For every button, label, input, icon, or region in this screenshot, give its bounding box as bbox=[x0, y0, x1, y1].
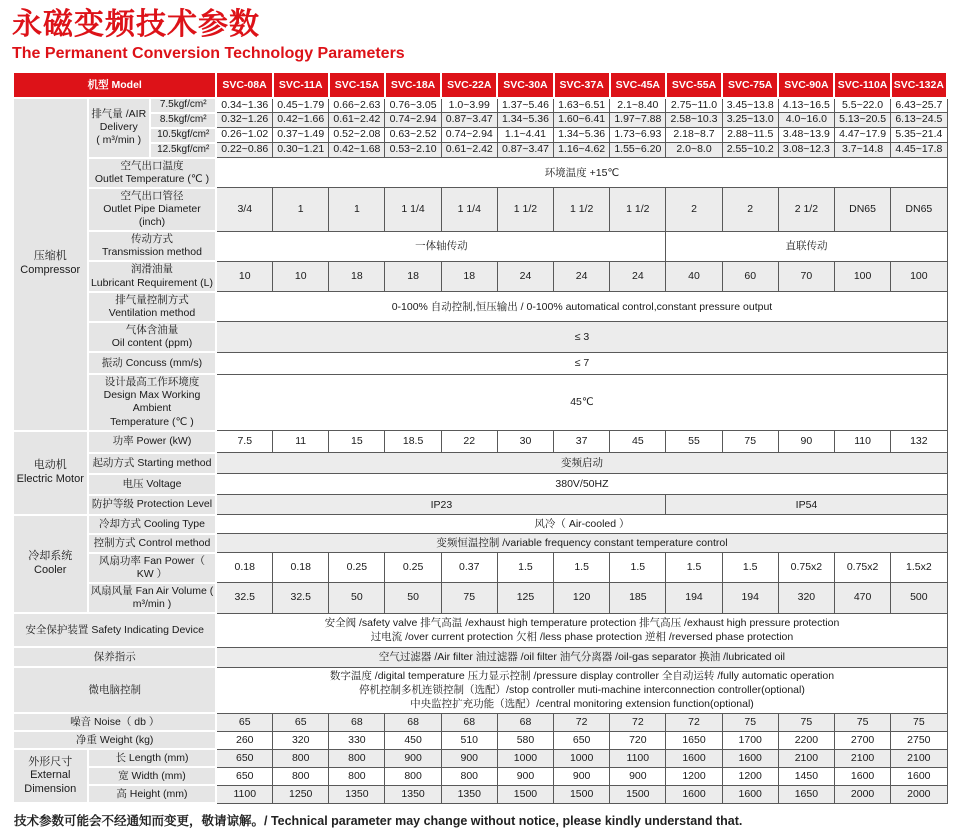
value-cell: 37 bbox=[554, 431, 610, 453]
value-cell: 72 bbox=[554, 713, 610, 731]
label-outlet-temperature: 空气出口温度 Outlet Temperature (℃ ) bbox=[88, 158, 217, 188]
row-control-method bbox=[13, 534, 947, 553]
value-cell: 1450 bbox=[778, 767, 834, 785]
row-ventilation-method bbox=[13, 292, 947, 322]
row-noise bbox=[13, 713, 947, 731]
value-cell: 320 bbox=[273, 731, 329, 749]
value-control-method: 变频恒温控制 /variable frequency constant temperature control bbox=[216, 534, 947, 553]
value-cell: 32.5 bbox=[273, 583, 329, 613]
value-cell: 1250 bbox=[273, 785, 329, 803]
value-cell: 2.88~11.5 bbox=[722, 128, 778, 143]
value-cell: 2.0~8.0 bbox=[666, 143, 722, 158]
value-cell: 185 bbox=[610, 583, 666, 613]
value-oil-content: ≤ 3 bbox=[216, 322, 947, 352]
value-cell: 1600 bbox=[891, 767, 947, 785]
value-cell: 6.43~25.7 bbox=[891, 98, 947, 113]
label-outlet-pipe-diameter: 空气出口管径 Outlet Pipe Diameter (inch) bbox=[88, 188, 217, 231]
value-cell: 75 bbox=[891, 713, 947, 731]
value-cell: 330 bbox=[329, 731, 385, 749]
value-cell: 2.18~8.7 bbox=[666, 128, 722, 143]
label-air-delivery: 排气量 /AIR Delivery ( m³/min ) bbox=[88, 98, 150, 158]
value-cell: 0.74~2.94 bbox=[385, 113, 441, 128]
value-cell: 40 bbox=[666, 261, 722, 291]
value-cell: 0.87~3.47 bbox=[497, 143, 553, 158]
value-cell: 3.08~12.3 bbox=[778, 143, 834, 158]
value-cell: 650 bbox=[216, 749, 272, 767]
value-cell: 1350 bbox=[329, 785, 385, 803]
model-column-header: SVC-110A bbox=[834, 72, 890, 98]
model-header: 机型 Model bbox=[13, 72, 216, 98]
model-column-header: SVC-75A bbox=[722, 72, 778, 98]
value-protection-ip23: IP23 bbox=[216, 495, 666, 515]
value-cell: 0.75x2 bbox=[834, 553, 890, 583]
row-dimension-height bbox=[13, 785, 947, 803]
page-subtitle: The Permanent Conversion Technology Parameters bbox=[12, 44, 405, 62]
value-cell: 32.5 bbox=[216, 583, 272, 613]
value-cell: 1000 bbox=[497, 749, 553, 767]
value-cell: 18 bbox=[329, 261, 385, 291]
value-cell: 450 bbox=[385, 731, 441, 749]
model-column-header: SVC-11A bbox=[273, 72, 329, 98]
value-cell: 194 bbox=[666, 583, 722, 613]
value-cell: 1600 bbox=[722, 749, 778, 767]
value-cell: 0.76~3.05 bbox=[385, 98, 441, 113]
value-cell: 6.13~24.5 bbox=[891, 113, 947, 128]
value-design-max-temperature: 45℃ bbox=[216, 374, 947, 431]
sublabel-pressure-7-5: 7.5kgf/cm² bbox=[150, 98, 216, 113]
label-concuss: 振动 Concuss (mm/s) bbox=[88, 352, 217, 374]
row-dimension-width bbox=[13, 767, 947, 785]
value-cell: 55 bbox=[666, 431, 722, 453]
value-cell: 0.18 bbox=[273, 553, 329, 583]
value-cell: 2 bbox=[666, 188, 722, 231]
label-weight: 净重 Weight (kg) bbox=[13, 731, 216, 749]
value-outlet-temperature: 环境温度 +15℃ bbox=[216, 158, 947, 188]
label-height: 高 Height (mm) bbox=[88, 785, 217, 803]
model-column-header: SVC-55A bbox=[666, 72, 722, 98]
value-cell: 72 bbox=[666, 713, 722, 731]
value-cell: 2000 bbox=[891, 785, 947, 803]
row-transmission-method bbox=[13, 231, 947, 261]
value-cell: 800 bbox=[441, 767, 497, 785]
row-lubricant-requirement bbox=[13, 261, 947, 291]
value-cell: 1.55~6.20 bbox=[610, 143, 666, 158]
value-cell: 75 bbox=[778, 713, 834, 731]
value-cell: 18.5 bbox=[385, 431, 441, 453]
value-cell: 1500 bbox=[554, 785, 610, 803]
value-cell: 1100 bbox=[610, 749, 666, 767]
value-cell: 1.5 bbox=[554, 553, 610, 583]
value-cell: 4.13~16.5 bbox=[778, 98, 834, 113]
value-cell: 68 bbox=[329, 713, 385, 731]
value-cell: 1500 bbox=[610, 785, 666, 803]
value-cell: 3.48~13.9 bbox=[778, 128, 834, 143]
row-concuss bbox=[13, 352, 947, 374]
value-cell: 75 bbox=[722, 431, 778, 453]
value-transmission-direct: 直联传动 bbox=[666, 231, 947, 261]
value-cell: 0.37 bbox=[441, 553, 497, 583]
value-cell: 1.5 bbox=[722, 553, 778, 583]
value-concuss: ≤ 7 bbox=[216, 352, 947, 374]
value-cell: 5.35~21.4 bbox=[891, 128, 947, 143]
value-cell: 0.87~3.47 bbox=[441, 113, 497, 128]
row-weight bbox=[13, 731, 947, 749]
value-cell: 500 bbox=[891, 583, 947, 613]
value-cell: 10 bbox=[273, 261, 329, 291]
value-cell: 24 bbox=[497, 261, 553, 291]
value-maintenance-indication: 空气过滤器 /Air filter 油过滤器 /oil filter 油气分离器 /oil-gas separator 换油 /lubricated oil bbox=[216, 647, 947, 667]
row-design-max-ambient-temperature bbox=[13, 374, 947, 431]
value-cell: 1700 bbox=[722, 731, 778, 749]
value-cell: 0.63~2.52 bbox=[385, 128, 441, 143]
footer-note: 技术参数可能会不经通知而变更，敬请谅解。/ Technical parameter may change without notice, please kindly understand that. bbox=[14, 814, 743, 829]
label-fan-air-volume: 风扇风量 Fan Air Volume ( m³/min ) bbox=[88, 583, 217, 613]
row-air-delivery-8-5 bbox=[13, 113, 947, 128]
sublabel-pressure-8-5: 8.5kgf/cm² bbox=[150, 113, 216, 128]
value-cooling-type: 风冷（ Air-cooled ） bbox=[216, 515, 947, 534]
value-cell: 110 bbox=[834, 431, 890, 453]
label-noise: 噪音 Noise（ db ） bbox=[13, 713, 216, 731]
row-fan-power bbox=[13, 553, 947, 583]
label-starting-method: 起动方式 Starting method bbox=[88, 453, 217, 474]
value-cell: 2.55~10.2 bbox=[722, 143, 778, 158]
row-voltage bbox=[13, 474, 947, 495]
value-cell: 2000 bbox=[834, 785, 890, 803]
value-cell: 18 bbox=[385, 261, 441, 291]
row-dimension-length bbox=[13, 749, 947, 767]
value-cell: 0.42~1.66 bbox=[273, 113, 329, 128]
value-cell: 45 bbox=[610, 431, 666, 453]
value-cell: 75 bbox=[441, 583, 497, 613]
row-oil-content bbox=[13, 322, 947, 352]
spec-table bbox=[12, 71, 948, 805]
value-cell: 1650 bbox=[666, 731, 722, 749]
value-cell: 50 bbox=[385, 583, 441, 613]
value-cell: 68 bbox=[441, 713, 497, 731]
group-external-dimension: 外形尺寸 External Dimension bbox=[13, 749, 88, 803]
value-cell: 2750 bbox=[891, 731, 947, 749]
label-maintenance-indication: 保养指示 bbox=[13, 647, 216, 667]
label-transmission-method: 传动方式 Transmission method bbox=[88, 231, 217, 261]
value-cell: 1500 bbox=[497, 785, 553, 803]
value-cell: 1.37~5.46 bbox=[497, 98, 553, 113]
row-fan-air-volume bbox=[13, 583, 947, 613]
sublabel-pressure-10-5: 10.5kgf/cm² bbox=[150, 128, 216, 143]
label-fan-power: 风扇功率 Fan Power（ KW ） bbox=[88, 553, 217, 583]
row-safety-indicating-device bbox=[13, 613, 947, 647]
value-cell: 0.42~1.68 bbox=[329, 143, 385, 158]
value-cell: 1000 bbox=[554, 749, 610, 767]
model-column-header: SVC-15A bbox=[329, 72, 385, 98]
value-cell: 2 bbox=[722, 188, 778, 231]
label-width: 宽 Width (mm) bbox=[88, 767, 217, 785]
value-cell: 0.75x2 bbox=[778, 553, 834, 583]
value-cell: 15 bbox=[329, 431, 385, 453]
value-cell: 1350 bbox=[385, 785, 441, 803]
value-cell: 4.0~16.0 bbox=[778, 113, 834, 128]
value-cell: 1600 bbox=[666, 785, 722, 803]
row-outlet-temperature bbox=[13, 158, 947, 188]
value-cell: 1.97~7.88 bbox=[610, 113, 666, 128]
group-cooler: 冷却系统 Cooler bbox=[13, 515, 88, 614]
value-cell: 320 bbox=[778, 583, 834, 613]
value-cell: DN65 bbox=[834, 188, 890, 231]
value-cell: 900 bbox=[554, 767, 610, 785]
value-cell: 1 1/2 bbox=[610, 188, 666, 231]
value-cell: 4.47~17.9 bbox=[834, 128, 890, 143]
value-cell: 900 bbox=[610, 767, 666, 785]
value-cell: 22 bbox=[441, 431, 497, 453]
value-cell: 1.60~6.41 bbox=[554, 113, 610, 128]
value-cell: 720 bbox=[610, 731, 666, 749]
sublabel-pressure-12-5: 12.5kgf/cm² bbox=[150, 143, 216, 158]
model-column-header: SVC-08A bbox=[216, 72, 272, 98]
model-column-header: SVC-22A bbox=[441, 72, 497, 98]
value-cell: 65 bbox=[273, 713, 329, 731]
value-cell: 0.74~2.94 bbox=[441, 128, 497, 143]
value-transmission-integrated: 一体轴传动 bbox=[216, 231, 666, 261]
row-microcomputer-control bbox=[13, 667, 947, 713]
value-cell: 2.1~8.40 bbox=[610, 98, 666, 113]
label-microcomputer-control: 微电脑控制 bbox=[13, 667, 216, 713]
value-cell: 1.5 bbox=[666, 553, 722, 583]
value-cell: 1.5 bbox=[610, 553, 666, 583]
value-cell: 0.25 bbox=[329, 553, 385, 583]
value-cell: 3.45~13.8 bbox=[722, 98, 778, 113]
value-cell: 2100 bbox=[834, 749, 890, 767]
value-ventilation-method: 0-100% 自动控制,恒压输出 / 0-100% automatical control,constant pressure output bbox=[216, 292, 947, 322]
value-cell: 0.34~1.36 bbox=[216, 98, 272, 113]
row-starting-method bbox=[13, 453, 947, 474]
value-cell: 800 bbox=[273, 749, 329, 767]
group-compressor: 压缩机 Compressor bbox=[13, 98, 88, 431]
value-cell: 50 bbox=[329, 583, 385, 613]
label-cooling-type: 冷却方式 Cooling Type bbox=[88, 515, 217, 534]
model-column-header: SVC-90A bbox=[778, 72, 834, 98]
value-cell: 260 bbox=[216, 731, 272, 749]
value-cell: 900 bbox=[441, 749, 497, 767]
value-cell: 1.1~4.41 bbox=[497, 128, 553, 143]
value-cell: 1 bbox=[273, 188, 329, 231]
value-cell: 60 bbox=[722, 261, 778, 291]
value-cell: 3/4 bbox=[216, 188, 272, 231]
value-cell: DN65 bbox=[891, 188, 947, 231]
value-cell: 650 bbox=[216, 767, 272, 785]
value-cell: 7.5 bbox=[216, 431, 272, 453]
value-cell: 2.58~10.3 bbox=[666, 113, 722, 128]
label-control-method: 控制方式 Control method bbox=[88, 534, 217, 553]
value-cell: 1350 bbox=[441, 785, 497, 803]
value-microcomputer-control: 数字温度 /digital temperature 压力显示控制 /pressure display controller 全自动运转 /fully automatic operation 停机控制多机连锁控制（选配）/stop controller muti-machine interconnection controller(optional) 中央监控扩充功能（选配）/central monitoring extension function(optional) bbox=[216, 667, 947, 713]
value-cell: 0.22~0.86 bbox=[216, 143, 272, 158]
model-column-header: SVC-30A bbox=[497, 72, 553, 98]
value-cell: 1.5 bbox=[497, 553, 553, 583]
value-cell: 3.25~13.0 bbox=[722, 113, 778, 128]
label-protection-level: 防护等级 Protection Level bbox=[88, 495, 217, 515]
value-cell: 11 bbox=[273, 431, 329, 453]
value-cell: 0.32~1.26 bbox=[216, 113, 272, 128]
label-design-max-temperature: 设计最高工作环境度 Design Max Working Ambient Temperature (℃ ) bbox=[88, 374, 217, 431]
row-air-delivery-10-5 bbox=[13, 128, 947, 143]
value-cell: 75 bbox=[722, 713, 778, 731]
value-cell: 1.5x2 bbox=[891, 553, 947, 583]
value-cell: 0.25 bbox=[385, 553, 441, 583]
value-cell: 1600 bbox=[834, 767, 890, 785]
value-cell: 470 bbox=[834, 583, 890, 613]
value-cell: 800 bbox=[385, 767, 441, 785]
row-air-delivery-12-5 bbox=[13, 143, 947, 158]
value-cell: 1200 bbox=[722, 767, 778, 785]
value-cell: 132 bbox=[891, 431, 947, 453]
row-maintenance-indication bbox=[13, 647, 947, 667]
value-cell: 68 bbox=[497, 713, 553, 731]
row-outlet-pipe-diameter bbox=[13, 188, 947, 231]
value-cell: 800 bbox=[329, 749, 385, 767]
value-cell: 0.45~1.79 bbox=[273, 98, 329, 113]
row-protection-level bbox=[13, 495, 947, 515]
value-cell: 1.16~4.62 bbox=[554, 143, 610, 158]
value-cell: 1.73~6.93 bbox=[610, 128, 666, 143]
row-motor-power bbox=[13, 431, 947, 453]
label-ventilation-method: 排气量控制方式 Ventilation method bbox=[88, 292, 217, 322]
value-cell: 24 bbox=[610, 261, 666, 291]
value-cell: 800 bbox=[273, 767, 329, 785]
value-cell: 0.66~2.63 bbox=[329, 98, 385, 113]
row-cooling-type bbox=[13, 515, 947, 534]
value-cell: 2100 bbox=[891, 749, 947, 767]
value-cell: 5.13~20.5 bbox=[834, 113, 890, 128]
value-protection-ip54: IP54 bbox=[666, 495, 947, 515]
value-cell: 24 bbox=[554, 261, 610, 291]
value-cell: 2100 bbox=[778, 749, 834, 767]
value-cell: 0.26~1.02 bbox=[216, 128, 272, 143]
value-cell: 0.37~1.49 bbox=[273, 128, 329, 143]
value-safety-device: 安全阀 /safety valve 排气高温 /exhaust high temperature protection 排气高压 /exhaust high pressure protection 过电流 /over current protection 欠相 /less phase protection 逆相 /reversed phase protection bbox=[216, 613, 947, 647]
value-cell: 30 bbox=[497, 431, 553, 453]
value-cell: 1600 bbox=[666, 749, 722, 767]
value-cell: 2700 bbox=[834, 731, 890, 749]
label-safety-device: 安全保护装置 Safety Indicating Device bbox=[13, 613, 216, 647]
page-title: 永磁变频技术参数 bbox=[12, 8, 260, 41]
label-lubricant-requirement: 润滑油量 Lubricant Requirement (L) bbox=[88, 261, 217, 291]
value-cell: 1600 bbox=[722, 785, 778, 803]
value-cell: 0.52~2.08 bbox=[329, 128, 385, 143]
value-cell: 2 1/2 bbox=[778, 188, 834, 231]
model-column-header: SVC-18A bbox=[385, 72, 441, 98]
value-cell: 120 bbox=[554, 583, 610, 613]
value-cell: 1 1/2 bbox=[497, 188, 553, 231]
row-air-delivery-7-5 bbox=[13, 98, 947, 113]
value-cell: 68 bbox=[385, 713, 441, 731]
value-cell: 100 bbox=[834, 261, 890, 291]
value-cell: 194 bbox=[722, 583, 778, 613]
value-cell: 1 1/4 bbox=[441, 188, 497, 231]
value-cell: 1.63~6.51 bbox=[554, 98, 610, 113]
value-cell: 2200 bbox=[778, 731, 834, 749]
value-cell: 0.30~1.21 bbox=[273, 143, 329, 158]
value-cell: 0.61~2.42 bbox=[441, 143, 497, 158]
value-cell: 900 bbox=[497, 767, 553, 785]
value-cell: 2.75~11.0 bbox=[666, 98, 722, 113]
value-voltage: 380V/50HZ bbox=[216, 474, 947, 495]
value-cell: 72 bbox=[610, 713, 666, 731]
value-cell: 1650 bbox=[778, 785, 834, 803]
value-cell: 1200 bbox=[666, 767, 722, 785]
value-starting-method: 变频启动 bbox=[216, 453, 947, 474]
value-cell: 0.18 bbox=[216, 553, 272, 583]
value-cell: 1.34~5.36 bbox=[497, 113, 553, 128]
value-cell: 125 bbox=[497, 583, 553, 613]
value-cell: 510 bbox=[441, 731, 497, 749]
value-cell: 650 bbox=[554, 731, 610, 749]
label-voltage: 电压 Voltage bbox=[88, 474, 217, 495]
value-cell: 1100 bbox=[216, 785, 272, 803]
value-cell: 5.5~22.0 bbox=[834, 98, 890, 113]
value-cell: 3.7~14.8 bbox=[834, 143, 890, 158]
value-cell: 65 bbox=[216, 713, 272, 731]
value-cell: 1.34~5.36 bbox=[554, 128, 610, 143]
value-cell: 90 bbox=[778, 431, 834, 453]
value-cell: 900 bbox=[385, 749, 441, 767]
value-cell: 1.0~3.99 bbox=[441, 98, 497, 113]
label-length: 长 Length (mm) bbox=[88, 749, 217, 767]
group-electric-motor: 电动机 Electric Motor bbox=[13, 431, 88, 515]
value-cell: 0.53~2.10 bbox=[385, 143, 441, 158]
value-cell: 70 bbox=[778, 261, 834, 291]
value-cell: 4.45~17.8 bbox=[891, 143, 947, 158]
value-cell: 580 bbox=[497, 731, 553, 749]
value-cell: 0.61~2.42 bbox=[329, 113, 385, 128]
value-cell: 1 bbox=[329, 188, 385, 231]
model-column-header: SVC-45A bbox=[610, 72, 666, 98]
value-cell: 75 bbox=[834, 713, 890, 731]
value-cell: 1 1/2 bbox=[554, 188, 610, 231]
value-cell: 100 bbox=[891, 261, 947, 291]
value-cell: 800 bbox=[329, 767, 385, 785]
value-cell: 10 bbox=[216, 261, 272, 291]
label-oil-content: 气体含油量 Oil content (ppm) bbox=[88, 322, 217, 352]
model-column-header: SVC-37A bbox=[554, 72, 610, 98]
label-motor-power: 功率 Power (kW) bbox=[88, 431, 217, 453]
value-cell: 18 bbox=[441, 261, 497, 291]
model-column-header: SVC-132A bbox=[891, 72, 947, 98]
value-cell: 1 1/4 bbox=[385, 188, 441, 231]
